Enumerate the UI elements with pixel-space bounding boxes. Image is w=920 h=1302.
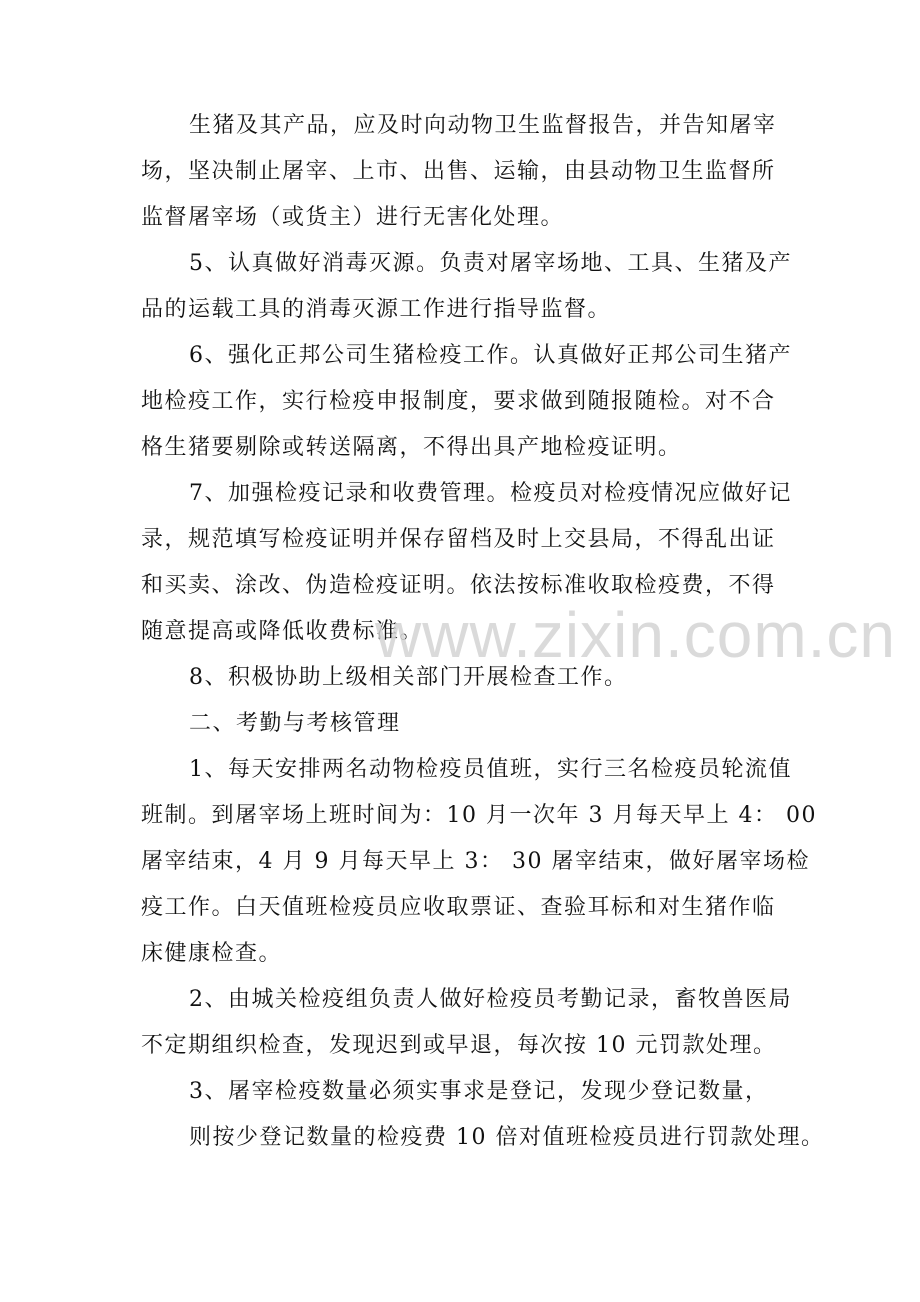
section-heading-text: 二、考勤与考核管理 bbox=[189, 711, 401, 736]
text-line: 6、强化正邦公司生猪检疫工作。认真做好正邦公司生猪产 bbox=[189, 343, 792, 368]
watermark: www.zixin.com.cn bbox=[375, 599, 896, 671]
text-line: 不定期组织检查，发现迟到或早退，每次按 10 元罚款处理。 bbox=[141, 1033, 777, 1058]
text-line: 1、每天安排两名动物检疫员值班，实行三名检疫员轮流值 bbox=[189, 757, 792, 782]
text-line: 屠宰结束，4 月 9 月每天早上 3： 30 屠宰结束，做好屠宰场检 bbox=[141, 849, 810, 874]
text-line: 疫工作。白天值班检疫员应收取票证、查验耳标和对生猪作临 bbox=[141, 895, 776, 920]
text-line: 7、加强检疫记录和收费管理。检疫员对检疫情况应做好记 bbox=[189, 481, 792, 506]
text-line: 随意提高或降低收费标准。 bbox=[141, 619, 424, 644]
text-line: 场，坚决制止屠宰、上市、出售、运输，由县动物卫生监督所 bbox=[141, 159, 776, 184]
text-line: 3、屠宰检疫数量必须实事求是登记，发现少登记数量， bbox=[189, 1079, 769, 1104]
text-line: 则按少登记数量的检疫费 10 倍对值班检疫员进行罚款处理。 bbox=[189, 1125, 825, 1150]
text-line: 和买卖、涂改、伪造检疫证明。依法按标准收取检疫费，不得 bbox=[141, 573, 776, 598]
text-line: 2、由城关检疫组负责人做好检疫员考勤记录，畜牧兽医局 bbox=[189, 987, 792, 1012]
text-line: 格生猪要剔除或转送隔离，不得出具产地检疫证明。 bbox=[141, 435, 682, 460]
text-line: 录，规范填写检疫证明并保存留档及时上交县局，不得乱出证 bbox=[141, 527, 776, 552]
text-line: 地检疫工作，实行检疫申报制度，要求做到随报随检。对不合 bbox=[141, 389, 776, 414]
text-line: 5、认真做好消毒灭源。负责对屠宰场地、工具、生猪及产 bbox=[189, 251, 792, 276]
text-line: 床健康检查。 bbox=[141, 941, 283, 966]
text-line: 品的运载工具的消毒灭源工作进行指导监督。 bbox=[141, 297, 612, 322]
text-line: 班制。到屠宰场上班时间为：10 月一次年 3 月每天早上 4： 00 bbox=[141, 803, 817, 828]
text-line: 8、积极协助上级相关部门开展检查工作。 bbox=[189, 665, 628, 690]
text-line: 生猪及其产品，应及时向动物卫生监督报告，并告知屠宰 bbox=[189, 113, 777, 138]
text-line: 监督屠宰场（或货主）进行无害化处理。 bbox=[141, 205, 565, 230]
